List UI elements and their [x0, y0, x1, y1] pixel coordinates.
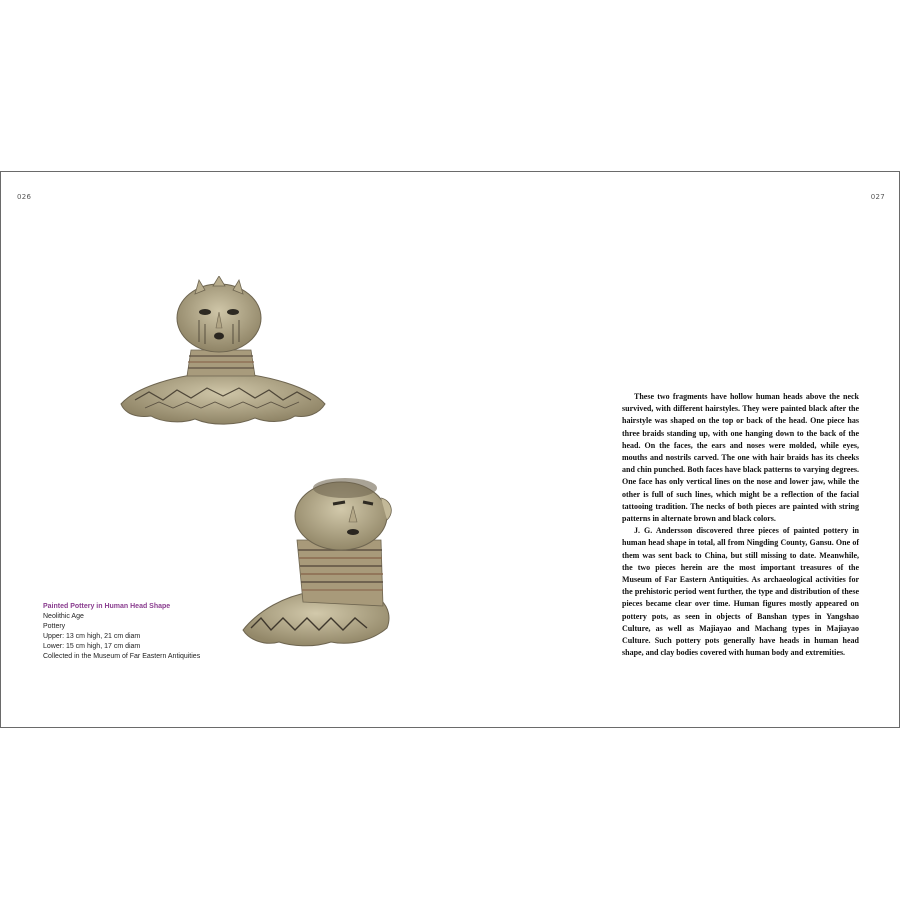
caption-line: Collected in the Museum of Far Eastern Antiquities	[43, 653, 201, 660]
artifact-caption	[43, 602, 243, 662]
body-paragraph: J. G. Andersson discovered three pieces of painted pottery in human head shape in total, all from Ningding County, Gansu. One of them was sent back to China, but still missing to date. Meanwhile, the two pieces herein are the most important treasures of the Museum of Far Eastern Antiquities. As archaeological activities for the prehistoric period went further, the type and distribution of these pieces became clear over time. Human figures mostly appeared on pottery pots, as seen in objects of Banshan types in Yangshao Culture, as well as Majiayao and Machang types in Majiayao Culture. Such pottery pots generally have heads in human head shape, and clay bodies covered with human body and extremities.	[622, 526, 859, 658]
body-paragraph: These two fragments have hollow human heads above the neck survived, with different hairstyles. They were painted black after the hairstyle was shaped on the top or back of the head. One piece has three braids standing up, with one hanging down to the back of the head. On the faces, the ears and noses were molded, while eyes, mouths and nostrils carved. The one with hair braids has its cheeks and chin punched. Both faces have black patterns to varying degrees. One face has only vertical lines on the nose and lower jaw, while the other is full of such lines, which might be a reflection of the facial tattooing tradition. The necks of both pieces are painted with string patterns in alternate brown and black colors.	[622, 392, 859, 524]
page-number-left: 026	[17, 193, 32, 201]
page-number-right: 027	[870, 193, 885, 201]
pottery-head-lower-photo	[241, 478, 393, 652]
caption-line: Upper: 13 cm high, 21 cm diam	[43, 633, 141, 640]
caption-title: Painted Pottery in Human Head Shape	[43, 603, 171, 610]
body-text	[622, 391, 859, 659]
pottery-head-upper-photo	[115, 276, 329, 432]
book-spread	[0, 171, 900, 728]
caption-line: Pottery	[43, 623, 66, 630]
caption-line: Lower: 15 cm high, 17 cm diam	[43, 643, 141, 650]
caption-line: Neolithic Age	[43, 613, 84, 620]
